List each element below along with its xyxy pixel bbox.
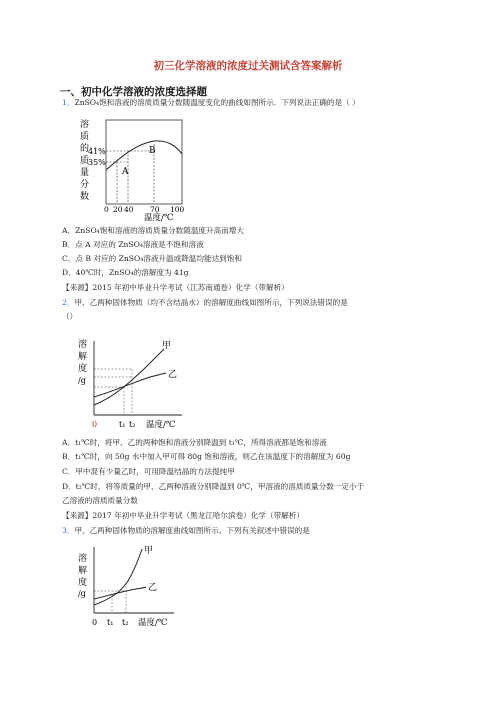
- q1-xtick: 0: [104, 205, 109, 214]
- q3-xtick: t₂: [122, 618, 129, 627]
- q1-option-c: C．点 B 对应的 ZnSO₄溶液升温或降温均能达到饱和: [62, 254, 242, 263]
- q1-ytick: 41%: [88, 147, 106, 156]
- q2-xtick: t₂: [129, 420, 136, 429]
- q1-ylabel-char: 数: [80, 192, 90, 202]
- q3-ylabel-char: 溶: [78, 554, 88, 564]
- q2-xtick: t₁: [119, 420, 126, 429]
- q1-ylabel-char: 量: [80, 168, 90, 178]
- q2-source: 【来源】2017 年初中毕业升学考试（黑龙江哈尔滨卷）化学（带解析）: [62, 511, 304, 520]
- q3-curve-jia-label: 甲: [144, 546, 154, 556]
- q2-option-a: A．t₁℃时，将甲、乙的两种饱和溶液分别降温到 t₁℃，所得溶液都是饱和溶液: [62, 438, 327, 447]
- q1-option-d: D．40℃时，ZnSO₄的溶解度为 41g: [62, 268, 189, 277]
- question-text: 甲、乙两种固体物质（均不含结晶水）的溶解度曲线如图所示，下列说法错误的是: [74, 298, 348, 307]
- q1-xtick: 100: [170, 205, 185, 214]
- q1-point-a-label: A: [122, 167, 129, 177]
- q2-ylabel-char: /g: [78, 376, 86, 385]
- q2-curve-yi: [94, 373, 166, 397]
- q3-xtick: 0: [92, 618, 98, 627]
- question-text: ZnSO₄饱和溶液的溶质质量分数随温度变化的曲线如图所示．下列说法正确的是（ ）: [74, 98, 360, 107]
- q1-curve: [106, 141, 182, 170]
- q1-xlabel: 温度/℃: [144, 213, 174, 221]
- q2-xlabel: 温度/℃: [146, 420, 176, 430]
- q3-xlabel: 温度/℃: [138, 618, 168, 628]
- question-text: 甲、乙两种固体物质的溶解度曲线如图所示。下列有关叙述中错误的是: [74, 526, 310, 535]
- q2-option-c: C．甲中混有少量乙时，可用降温结晶的方法提纯甲: [62, 467, 235, 476]
- q2-ylabel-char: 溶: [78, 340, 88, 350]
- q2-option-b: B．t₁℃时，向 50g 水中加入甲可得 80g 饱和溶液，则乙在该温度下的溶解度为 60g: [62, 452, 351, 461]
- document-title: 初三化学溶液的浓度过关测试含答案解析: [153, 60, 343, 72]
- q2-option-d-cont: 乙溶液的溶质质量分数: [62, 496, 138, 505]
- q3-curve-yi-label: 乙: [148, 583, 158, 593]
- q1-xtick: 20: [113, 205, 123, 214]
- question-2-stem: [62, 297, 348, 308]
- q1-option-b: B．点 A 对应的 ZnSO₄溶液是不饱和溶液: [62, 240, 204, 249]
- q2-curve-jia-label: 甲: [162, 341, 172, 351]
- q2-ylabel-char: 解: [78, 352, 88, 362]
- q1-xtick: 70: [150, 205, 160, 214]
- q3-chart: [74, 543, 184, 628]
- q1-ytick: 35%: [88, 158, 106, 167]
- question-number: 3．: [62, 526, 75, 535]
- q3-xtick: t₁: [107, 618, 114, 627]
- q1-ylabel-char: 分: [80, 180, 90, 190]
- q3-ylabel-char: 度: [78, 578, 88, 588]
- q2-curve-yi-label: 乙: [168, 370, 178, 380]
- q1-ylabel-char: 质: [80, 132, 90, 142]
- q1-xtick: 40: [124, 205, 134, 214]
- q2-ylabel-char: 度: [78, 364, 88, 374]
- question-number: 2．: [62, 298, 75, 307]
- section-heading: 一、初中化学溶液的浓度选择题: [60, 86, 207, 98]
- q2-chart: [74, 335, 194, 433]
- q1-ylabel-char: 溶: [80, 120, 90, 130]
- question-1-stem: [62, 97, 360, 108]
- q3-ylabel-char: /g: [78, 589, 86, 598]
- q1-source: 【来源】2015 年初中毕业升学考试（江苏南通卷）化学（带解析）: [62, 283, 289, 292]
- q3-curve-yi: [94, 587, 146, 599]
- question-2-stem-cont: （）: [62, 312, 78, 321]
- q1-option-a: A．ZnSO₄饱和溶液的溶质质量分数随温度升高而增大: [62, 226, 244, 235]
- q1-point-b-label: B: [149, 146, 156, 156]
- q1-ylabel-char: 的: [80, 144, 90, 154]
- q3-ylabel-char: 解: [78, 566, 88, 576]
- q2-xtick: 0: [92, 420, 98, 429]
- q3-curve-jia: [94, 549, 142, 605]
- question-number: 1．: [62, 98, 75, 107]
- q1-ylabel-char: 质: [80, 156, 90, 166]
- question-3-stem: [62, 525, 310, 536]
- q2-option-d: D．t₂℃时，将等质量的甲、乙两种溶液分别降温到 0℃，甲溶液的溶质质量分数一定小于: [62, 482, 365, 491]
- q1-chart: [74, 116, 189, 221]
